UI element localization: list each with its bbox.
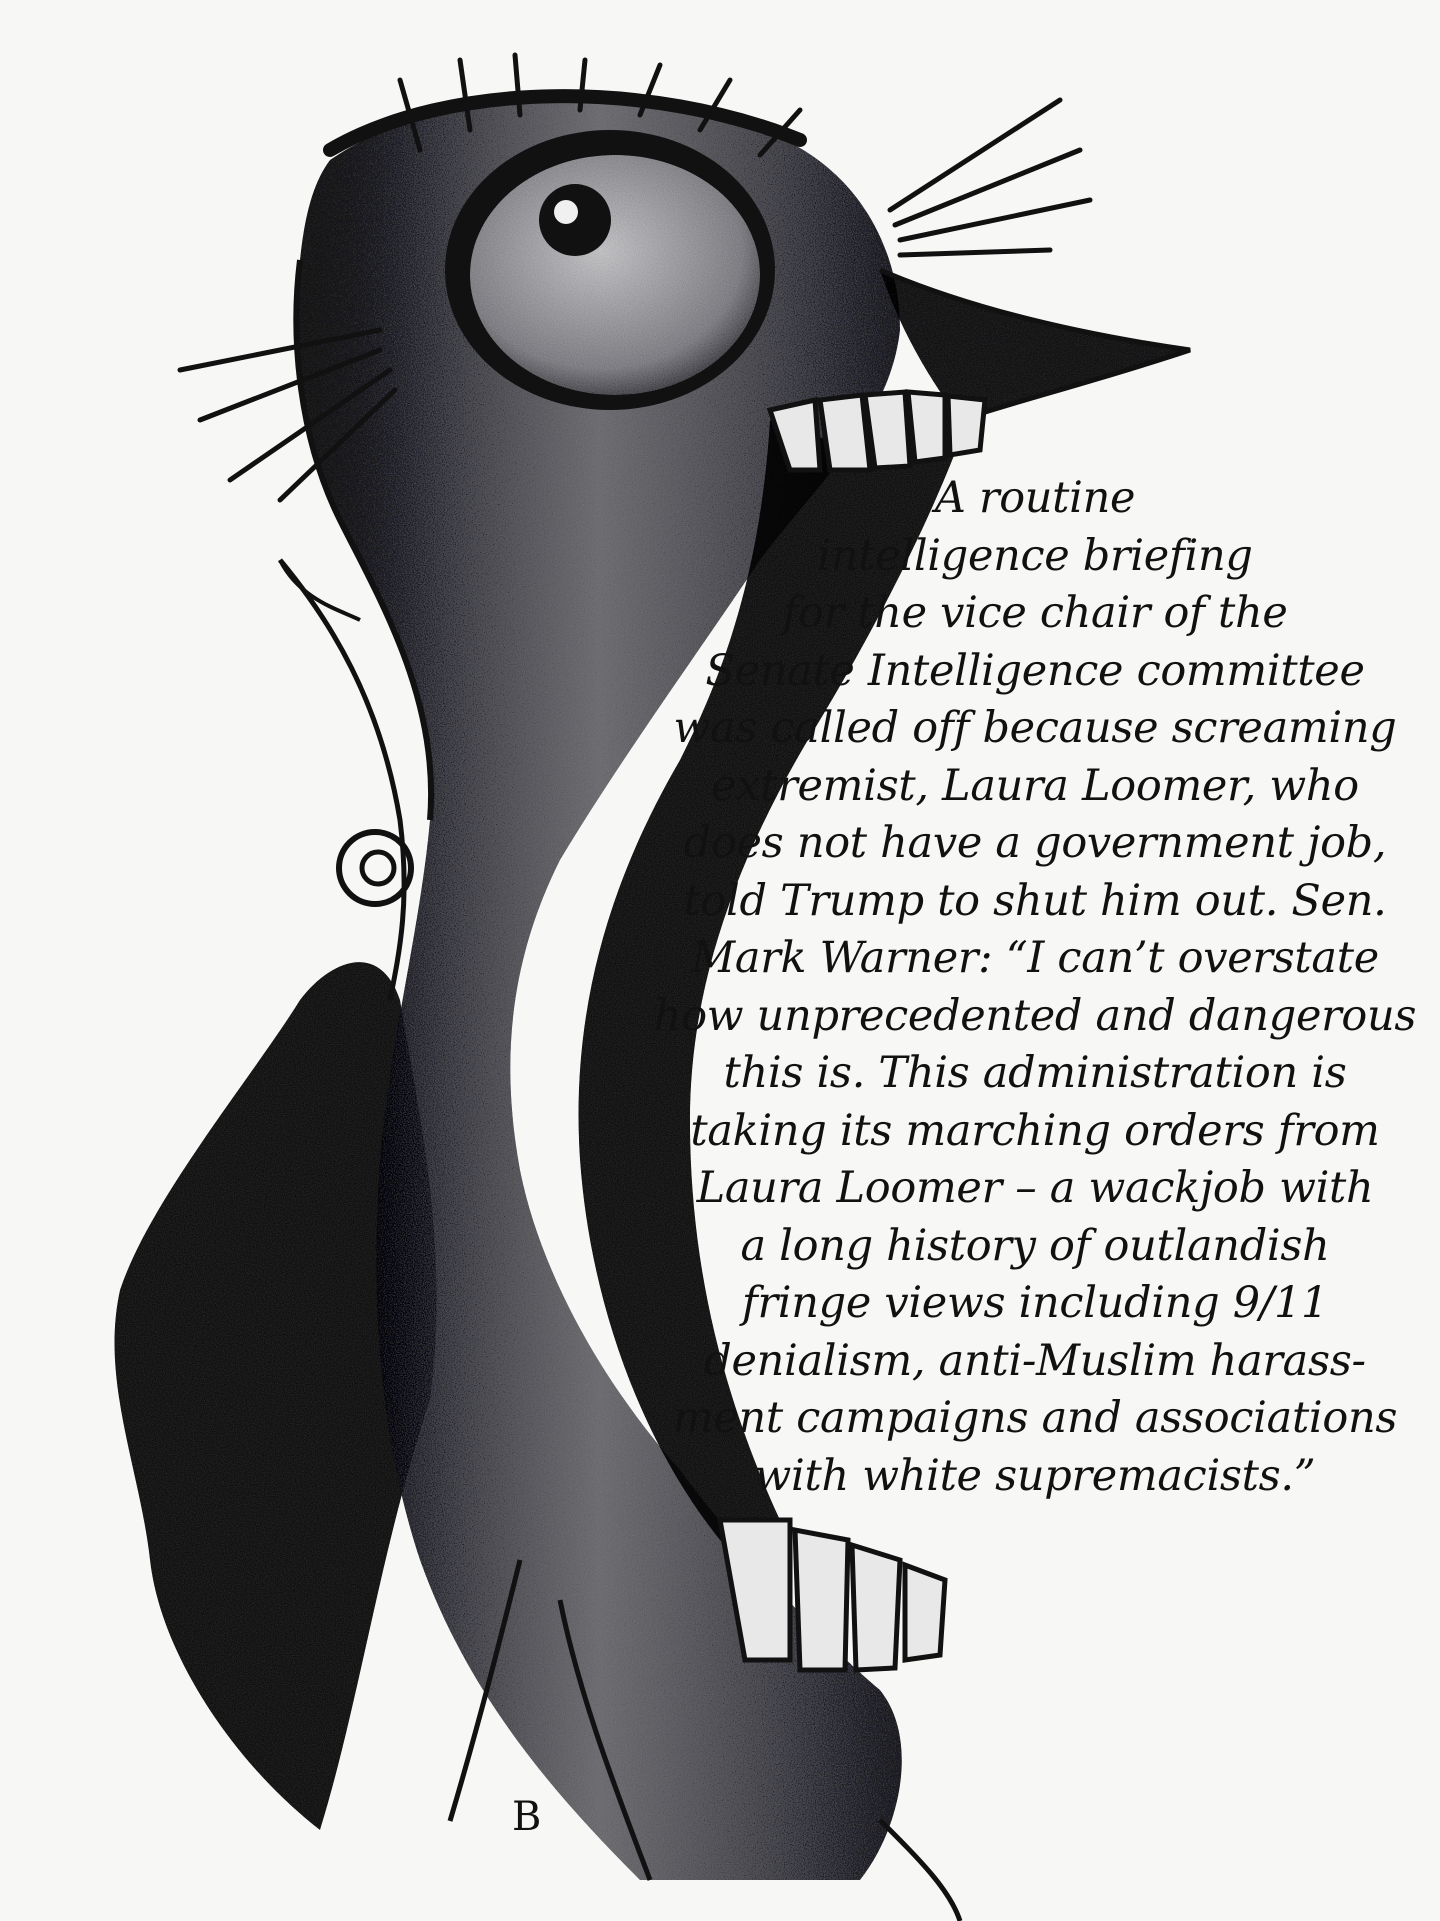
caption-line: does not have a government job, xyxy=(683,818,1387,868)
artist-signature: B xyxy=(512,1794,542,1840)
caption-line: this is. This administration is xyxy=(723,1048,1347,1098)
earring xyxy=(339,832,411,904)
caption-line: for the vice chair of the xyxy=(782,588,1288,638)
caption-line: denialism, anti-Muslim harass- xyxy=(704,1335,1366,1386)
caption-line: a long history of outlandish xyxy=(740,1220,1330,1271)
collar-line xyxy=(280,560,404,1000)
caption-line: intelligence briefing xyxy=(817,530,1253,581)
caption-line: how unprecedented and dangerous xyxy=(653,990,1417,1041)
caption-line: with white supremacists.” xyxy=(754,1450,1316,1501)
caption-line: Senate Intelligence committee xyxy=(705,645,1365,696)
caption-text-block xyxy=(640,470,1430,1505)
caption-line: taking its marching orders from xyxy=(690,1105,1380,1156)
eye xyxy=(445,130,775,410)
caption-line: extremist, Laura Loomer, who xyxy=(711,760,1359,811)
caption-line: A routine xyxy=(934,473,1136,523)
caption-line: ment campaigns and associations xyxy=(672,1393,1398,1443)
caption-line: told Trump to shut him out. Sen. xyxy=(683,875,1387,926)
caption-line: Mark Warner: “I can’t overstate xyxy=(691,933,1379,983)
caption-line: fringe views including 9/11 xyxy=(741,1278,1329,1328)
lower-teeth xyxy=(720,1520,945,1670)
caption-line: was called off because screaming xyxy=(673,703,1397,753)
caption-line: Laura Loomer – a wackjob with xyxy=(696,1163,1374,1213)
